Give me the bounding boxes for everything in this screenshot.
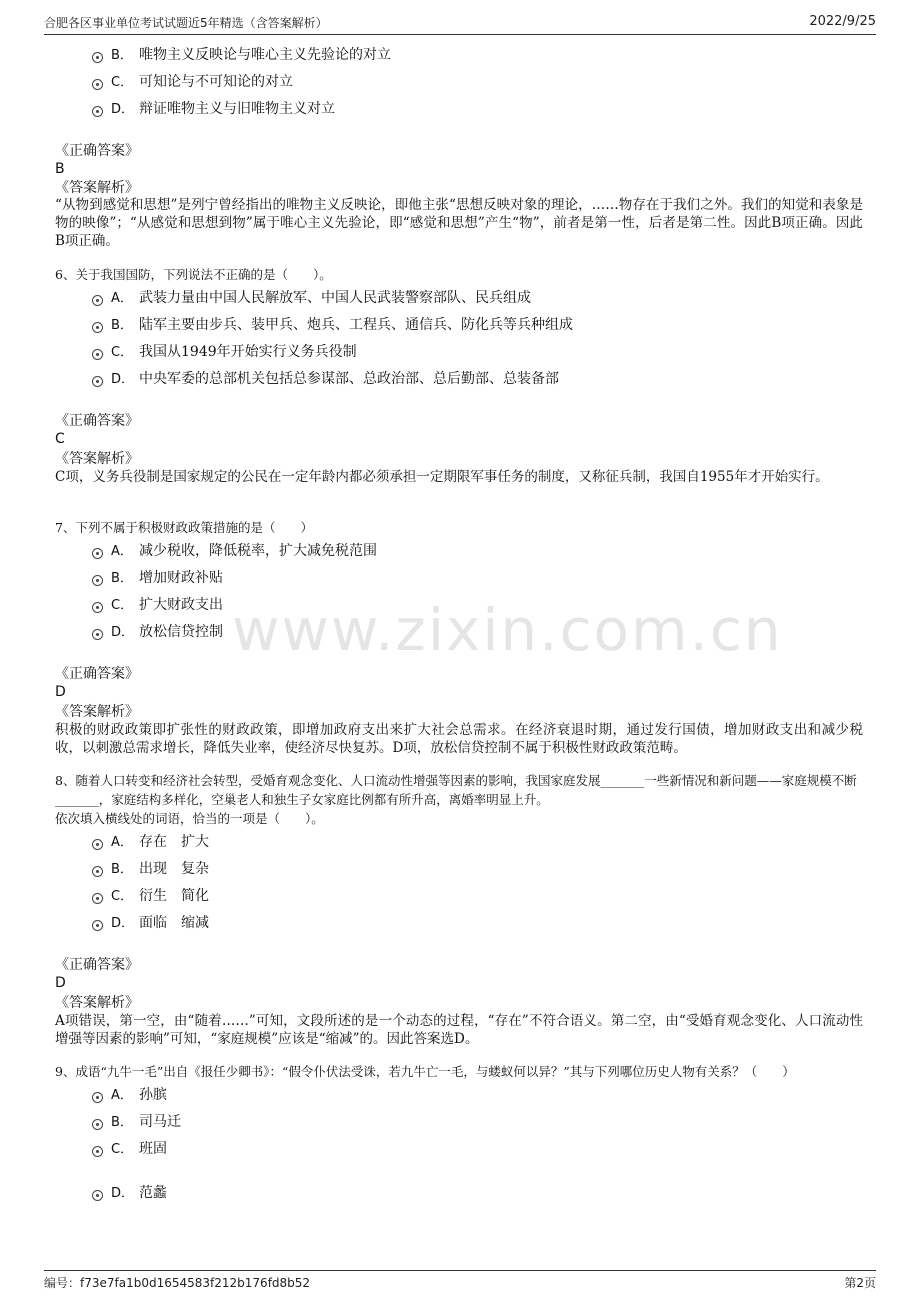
option-q5-b[interactable]	[92, 44, 391, 66]
radio-icon[interactable]	[92, 349, 103, 360]
answer-label: 《正确答案》	[55, 143, 139, 159]
answer-label: 《正确答案》	[55, 666, 139, 682]
radio-icon[interactable]	[92, 79, 103, 90]
radio-icon[interactable]	[92, 893, 103, 904]
option-q7-c[interactable]	[92, 594, 223, 616]
option-letter: D．	[111, 916, 135, 931]
answer-value: C	[55, 431, 65, 447]
option-letter: A．	[111, 835, 133, 850]
option-text: 存在 扩大	[139, 834, 209, 850]
option-letter: B．	[111, 318, 133, 333]
option-text: 武装力量由中国人民解放军、中国人民武装警察部队、民兵组成	[139, 290, 531, 306]
question-9: 9、成语“九牛一毛”出自《报任少卿书》：“假令仆伏法受诛，若九牛亡一毛，与蝼蚁何以异？”其与下列哪位历史人物有关系？（ ）	[55, 1064, 795, 1079]
analysis-text: 积极的财政政策即扩张性的财政政策，即增加政府支出来扩大社会总需求。在经济衰退时期，通过发行国债，增加财政支出和减少税收，以刺激总需求增长，降低失业率，使经济尽快复苏。D项，放松信贷控制不属于积极性财政政策范畴。	[55, 722, 863, 756]
radio-icon[interactable]	[92, 575, 103, 586]
radio-icon[interactable]	[92, 602, 103, 613]
question-6: 6、关于我国国防，下列说法不正确的是（ ）。	[55, 267, 332, 282]
option-letter: B．	[111, 571, 133, 586]
option-text: 中央军委的总部机关包括总参谋部、总政治部、总后勤部、总装备部	[139, 371, 559, 387]
question-8: 8、随着人口转变和经济社会转型，受婚育观念变化、人口流动性增强等因素的影响，我国家庭发展_______一些新情况和新问题——家庭规模不断_______，家庭结构多样化，空巢老人和独生子女家庭比例都有所升高，离婚率明显上升。	[55, 773, 857, 807]
radio-icon[interactable]	[92, 866, 103, 877]
option-letter: D．	[111, 1186, 135, 1201]
option-text: 扩大财政支出	[139, 597, 223, 613]
option-q7-a[interactable]	[92, 540, 377, 562]
radio-icon[interactable]	[92, 1146, 103, 1157]
document-date: 2022/9/25	[809, 14, 876, 29]
option-q7-d[interactable]	[92, 621, 223, 643]
analysis-text: “从物到感觉和思想”是列宁曾经指出的唯物主义反映论，即他主张“思想反映对象的理论，……物存在于我们之外。我们的知觉和表象是物的映像”；“从感觉和思想到物”属于唯心主义先验论，即“感觉和思想”产生“物”，前者是第一性，后者是第二性。因此B项正确。因此B项正确。	[55, 197, 863, 249]
option-letter: C．	[111, 598, 134, 613]
analysis-text: C项，义务兵役制是国家规定的公民在一定年龄内都必须承担一定期限军事任务的制度，又称征兵制，我国自1955年才开始实行。	[55, 469, 829, 485]
document-title: 合肥各区事业单位考试试题近5年精选（含答案解析）	[44, 16, 328, 30]
option-q6-c[interactable]	[92, 341, 357, 363]
radio-icon[interactable]	[92, 1119, 103, 1130]
analysis-label: 《答案解析》	[55, 704, 139, 720]
option-q5-d[interactable]	[92, 98, 335, 120]
analysis-label: 《答案解析》	[55, 180, 139, 196]
option-letter: A．	[111, 544, 133, 559]
option-text: 减少税收，降低税率，扩大减免税范围	[139, 543, 377, 559]
option-text: 司马迁	[139, 1114, 181, 1130]
option-q8-b[interactable]	[92, 858, 209, 880]
option-text: 衍生 简化	[139, 888, 209, 904]
option-q5-c[interactable]	[92, 71, 293, 93]
radio-icon[interactable]	[92, 1190, 103, 1201]
option-letter: D．	[111, 372, 135, 387]
page-number: 第2页	[844, 1276, 876, 1290]
answer-value: D	[55, 684, 66, 700]
option-text: 出现 复杂	[139, 861, 209, 877]
option-letter: B．	[111, 862, 133, 877]
option-q9-c[interactable]	[92, 1138, 167, 1160]
radio-icon[interactable]	[92, 295, 103, 306]
option-letter: A．	[111, 291, 133, 306]
option-text: 范蠡	[139, 1185, 167, 1201]
question-8-prompt: 依次填入横线处的词语，恰当的一项是（ ）。	[55, 811, 324, 826]
radio-icon[interactable]	[92, 322, 103, 333]
radio-icon[interactable]	[92, 839, 103, 850]
analysis-text: A项错误，第一空，由“随着……”可知，文段所述的是一个动态的过程，“存在”不符合语义。第二空，由“受婚育观念变化、人口流动性增强等因素的影响”可知，“家庭规模”应该是“缩减”的。因此答案选D。	[55, 1013, 863, 1047]
radio-icon[interactable]	[92, 920, 103, 931]
analysis-label: 《答案解析》	[55, 995, 139, 1011]
radio-icon[interactable]	[92, 376, 103, 387]
watermark: www.zixin.com.cn	[232, 596, 783, 664]
radio-icon[interactable]	[92, 548, 103, 559]
page-header	[44, 14, 876, 35]
page-footer	[44, 1270, 876, 1293]
option-text: 陆军主要由步兵、装甲兵、炮兵、工程兵、通信兵、防化兵等兵种组成	[139, 317, 573, 333]
option-letter: D．	[111, 102, 135, 117]
option-text: 唯物主义反映论与唯心主义先验论的对立	[139, 47, 391, 63]
option-text: 面临 缩减	[139, 915, 209, 931]
option-q9-a[interactable]	[92, 1084, 167, 1106]
option-q6-b[interactable]	[92, 314, 573, 336]
answer-label: 《正确答案》	[55, 957, 139, 973]
option-text: 增加财政补贴	[139, 570, 223, 586]
option-q8-d[interactable]	[92, 912, 209, 934]
option-letter: C．	[111, 345, 134, 360]
option-letter: A．	[111, 1088, 133, 1103]
answer-value: D	[55, 975, 66, 991]
option-q8-a[interactable]	[92, 831, 209, 853]
option-text: 可知论与不可知论的对立	[139, 74, 293, 90]
option-text: 孙膑	[139, 1087, 167, 1103]
option-text: 班固	[139, 1141, 167, 1157]
question-7: 7、下列不属于积极财政政策措施的是（ ）	[55, 520, 313, 535]
radio-icon[interactable]	[92, 52, 103, 63]
answer-value: B	[55, 161, 65, 177]
option-text: 放松信贷控制	[139, 624, 223, 640]
option-q7-b[interactable]	[92, 567, 223, 589]
option-text: 辩证唯物主义与旧唯物主义对立	[139, 101, 335, 117]
option-letter: C．	[111, 1142, 134, 1157]
option-letter: B．	[111, 48, 133, 63]
radio-icon[interactable]	[92, 1092, 103, 1103]
document-code: 编号：f73e7fa1b0d1654583f212b176fd8b52	[44, 1276, 311, 1290]
option-q9-b[interactable]	[92, 1111, 181, 1133]
radio-icon[interactable]	[92, 106, 103, 117]
option-letter: C．	[111, 75, 134, 90]
option-letter: D．	[111, 625, 135, 640]
answer-label: 《正确答案》	[55, 413, 139, 429]
option-q8-c[interactable]	[92, 885, 209, 907]
option-text: 我国从1949年开始实行义务兵役制	[139, 344, 357, 360]
option-letter: C．	[111, 889, 134, 904]
analysis-label: 《答案解析》	[55, 451, 139, 467]
option-q6-d[interactable]	[92, 368, 559, 390]
radio-icon[interactable]	[92, 629, 103, 640]
option-q6-a[interactable]	[92, 287, 531, 309]
option-letter: B．	[111, 1115, 133, 1130]
option-q9-d[interactable]	[92, 1182, 167, 1204]
